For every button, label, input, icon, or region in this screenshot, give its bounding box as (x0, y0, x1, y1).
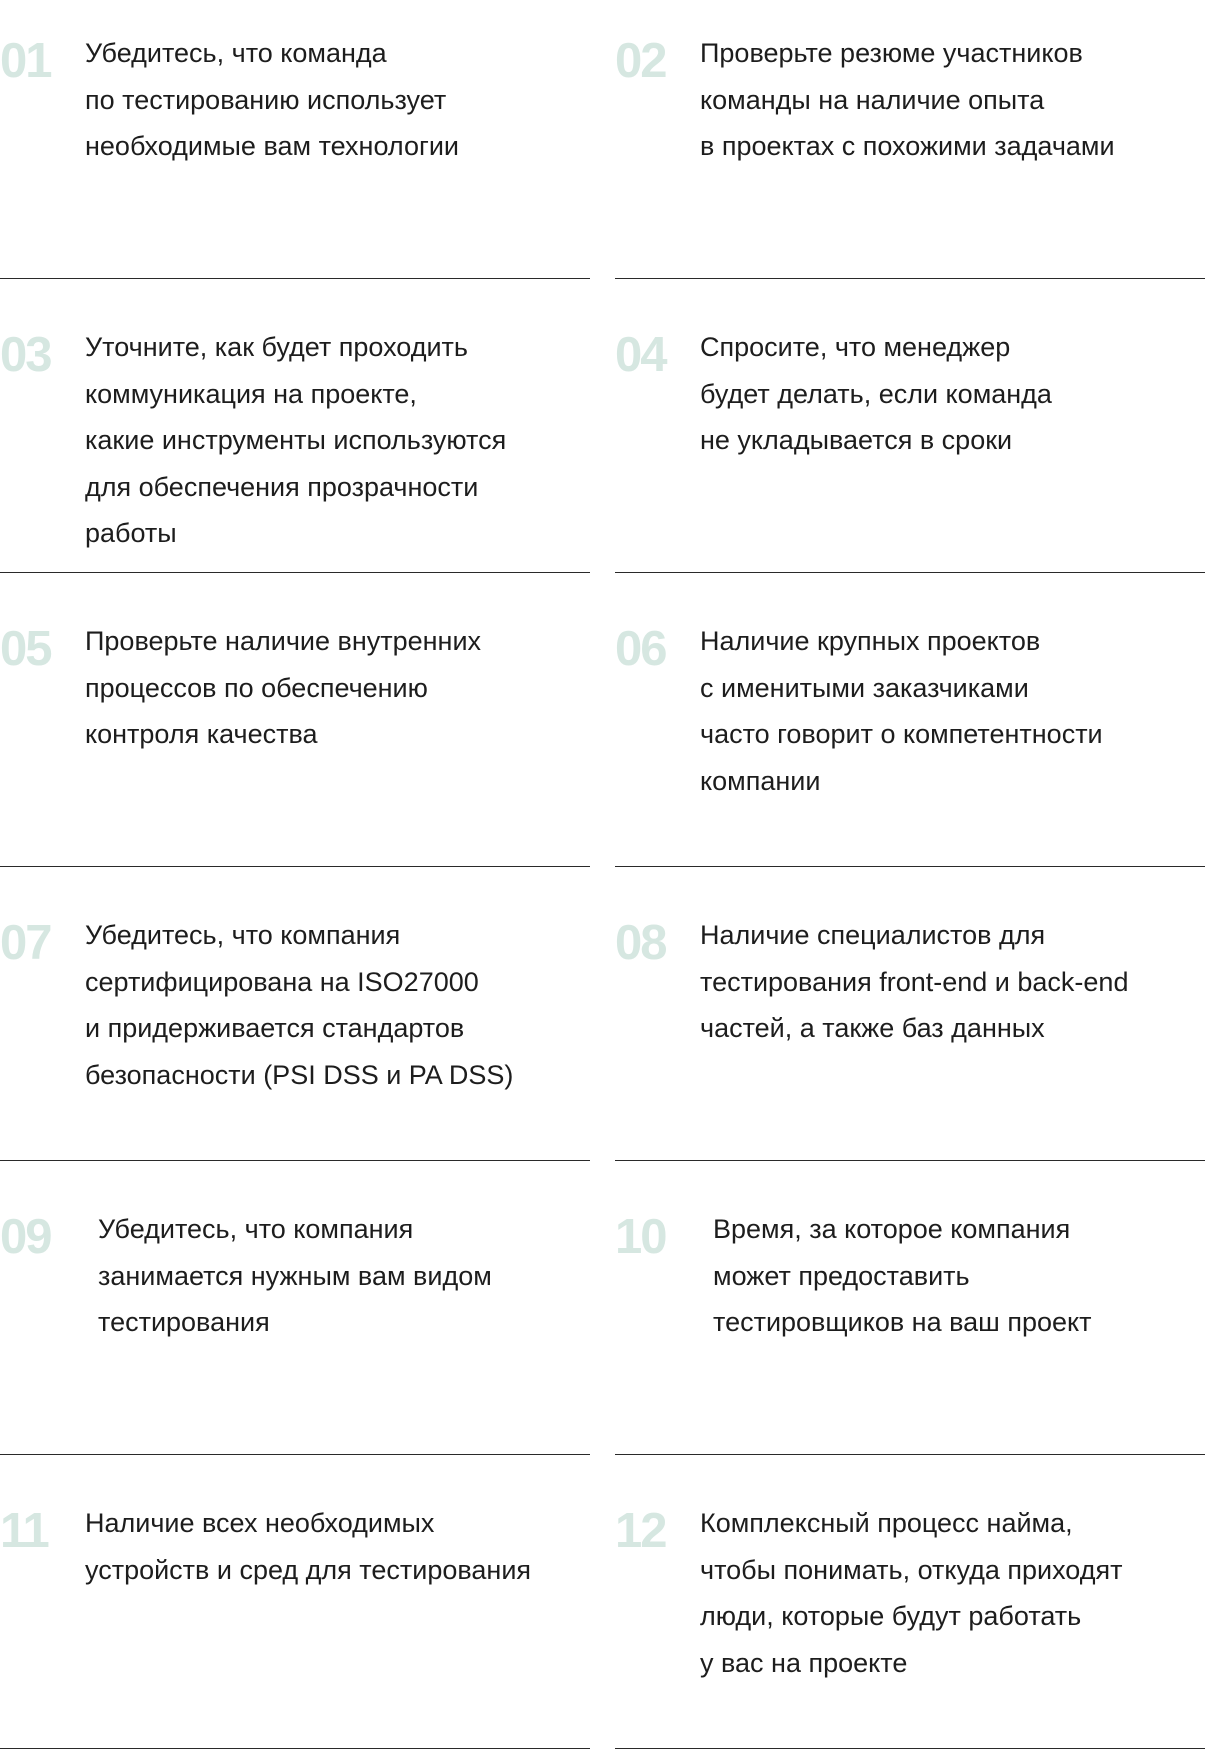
item-text (700, 1500, 1205, 1686)
item-text-line: устройств и сред для тестирования (85, 1554, 532, 1585)
item-text-line: Наличие специалистов для (700, 920, 1046, 950)
item-text (85, 912, 590, 1098)
checklist-item (615, 0, 1205, 294)
item-text-line: коммуникация на проекте, (85, 378, 417, 409)
item-text-line: работы (85, 518, 177, 548)
item-text (98, 1206, 603, 1346)
item-number: 02 (615, 34, 666, 88)
item-text (85, 30, 590, 170)
item-text-line: у вас на проекте (700, 1647, 908, 1678)
item-text-line: люди, которые будут работать (700, 1601, 1082, 1631)
item-text (713, 1206, 1208, 1346)
item-number: 06 (615, 622, 666, 676)
item-text-line: в проектах с похожими задачами (700, 131, 1115, 161)
item-number: 11 (0, 1504, 48, 1558)
item-text-line: занимается нужным вам видом (98, 1260, 492, 1291)
item-text-line: тестировщиков на ваш проект (713, 1307, 1092, 1337)
item-number: 08 (615, 916, 666, 970)
checklist-item (0, 1470, 590, 1764)
item-text-line: частей, а также баз данных (700, 1013, 1045, 1043)
divider (0, 1160, 590, 1161)
item-text (85, 1500, 590, 1593)
item-text-line: Убедитесь, что команда (85, 38, 387, 68)
item-text-line: компании (700, 765, 821, 796)
checklist-item (615, 1176, 1205, 1470)
item-text (700, 30, 1205, 170)
divider (0, 866, 590, 867)
item-text-line: какие инструменты используются (85, 425, 507, 455)
divider (615, 278, 1205, 279)
item-number: 09 (0, 1210, 51, 1264)
item-text-line: и придерживается стандартов (85, 1013, 465, 1043)
item-text-line: по тестированию использует (85, 84, 447, 115)
item-text-line: Спросите, что менеджер (700, 332, 1011, 362)
item-number: 12 (615, 1504, 666, 1558)
divider (0, 572, 590, 573)
item-text-line: Уточните, как будет проходить (85, 332, 468, 362)
item-number: 04 (615, 328, 666, 382)
item-text-line: сертифицирована на ISO27000 (85, 966, 479, 997)
item-text-line: процессов по обеспечению (85, 672, 428, 703)
divider (0, 278, 590, 279)
item-text-line: для обеспечения прозрачности (85, 471, 479, 502)
item-text-line: Комплексный процесс найма, (700, 1508, 1073, 1538)
item-text (700, 324, 1205, 464)
checklist-item (615, 294, 1205, 588)
item-text (85, 324, 590, 557)
checklist-item (0, 882, 590, 1176)
divider (0, 1748, 590, 1749)
checklist-item (0, 588, 590, 882)
item-text-line: Время, за которое компания (713, 1214, 1071, 1244)
checklist-item (615, 588, 1205, 882)
item-text (700, 912, 1205, 1052)
divider (615, 1454, 1205, 1455)
divider (615, 1748, 1205, 1749)
item-text-line: не укладывается в сроки (700, 425, 1013, 455)
item-text-line: тестирования (98, 1307, 270, 1337)
item-text-line: контроля качества (85, 719, 318, 749)
item-text-line: чтобы понимать, откуда приходят (700, 1554, 1123, 1585)
item-text (700, 618, 1205, 804)
item-text-line: Проверьте резюме участников (700, 38, 1083, 68)
divider (0, 1454, 590, 1455)
item-text-line: Убедитесь, что компания (98, 1214, 414, 1244)
divider (615, 866, 1205, 867)
item-number: 07 (0, 916, 51, 970)
item-text-line: с именитыми заказчиками (700, 672, 1029, 703)
item-text-line: безопасности (PSI DSS и PA DSS) (85, 1059, 514, 1090)
item-text-line: часто говорит о компетентности (700, 719, 1103, 749)
checklist-item (0, 294, 590, 588)
divider (615, 572, 1205, 573)
item-text-line: будет делать, если команда (700, 378, 1052, 409)
divider (615, 1160, 1205, 1161)
item-text-line: Наличие крупных проектов (700, 626, 1041, 656)
item-text-line: команды на наличие опыта (700, 84, 1045, 115)
item-text-line: Проверьте наличие внутренних (85, 626, 482, 656)
item-text-line: может предоставить (713, 1260, 970, 1291)
checklist-item (0, 0, 590, 294)
item-text-line: Наличие всех необходимых (85, 1508, 435, 1538)
checklist-item (615, 882, 1205, 1176)
item-text-line: необходимые вам технологии (85, 131, 459, 161)
checklist-item (615, 1470, 1205, 1764)
item-number: 01 (0, 34, 51, 88)
item-text-line: тестирования front-end и back-end (700, 966, 1129, 997)
item-text (85, 618, 590, 758)
item-number: 10 (615, 1210, 666, 1264)
item-number: 03 (0, 328, 51, 382)
item-number: 05 (0, 622, 51, 676)
item-text-line: Убедитесь, что компания (85, 920, 401, 950)
checklist-item (0, 1176, 590, 1470)
